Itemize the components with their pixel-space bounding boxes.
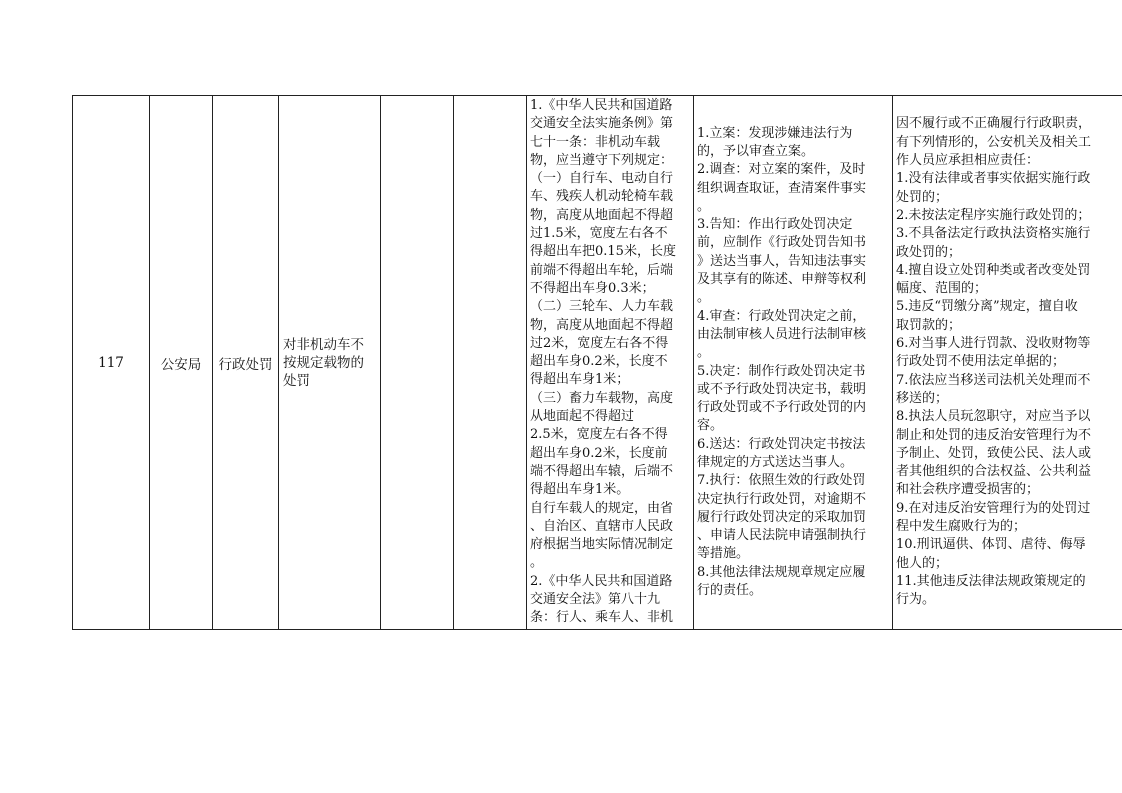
legal-basis-line: 2.5米，宽度左右各不得 <box>530 427 668 443</box>
responsibility-line: 行政处罚不使用法定单据的； <box>896 354 1066 370</box>
responsibility-line: 7.依法应当移送司法机关处理而不 <box>896 372 1091 388</box>
legal-basis-line: （三）畜力车载物，高度 <box>530 390 674 406</box>
responsibility-line: 政处罚的； <box>896 244 962 260</box>
department-name: 公安局 <box>160 356 202 373</box>
legal-basis-line: 前端不得超出车轮，后端 <box>530 262 674 278</box>
procedure-line: 、申请人民法院申请强制执行 <box>697 528 867 544</box>
legal-basis-line: 得超出车身1米； <box>530 372 630 388</box>
item-name-cell <box>279 96 381 630</box>
legal-basis-line: 府根据当地实际情况制定 <box>530 537 674 553</box>
legal-basis-line: 条：行人、乘车人、非机 <box>530 610 674 626</box>
procedure-line: 履行行政处罚决定的采取加罚 <box>697 509 867 525</box>
responsibility-line: 处罚的； <box>896 189 949 205</box>
legal-basis-line: 七十一条：非机动车载 <box>530 134 661 150</box>
procedure-line: 前，应制作《行政处罚告知书 <box>697 235 867 251</box>
procedure-line: 2.调查：对立案的案件，及时 <box>697 162 866 178</box>
procedure-line: 律规定的方式送达当事人。 <box>697 454 854 470</box>
legal-basis-line: 交通安全法实施条例》第 <box>530 116 674 132</box>
department-cell <box>150 96 213 630</box>
procedure-line: 由法制审核人员进行法制审核 <box>697 326 867 342</box>
item-name-line: 处罚 <box>283 372 310 389</box>
procedure-line: 组织调查取证，查清案件事实 <box>697 180 867 196</box>
category-cell <box>213 96 279 630</box>
responsibility-line: 5.违反“罚缴分离”规定，擅自收 <box>896 299 1078 315</box>
procedure-line: 。 <box>697 198 711 214</box>
responsibility-line: 3.不具备法定行政执法资格实施行 <box>896 226 1091 242</box>
item-name-line: 对非机动车不 <box>283 336 364 353</box>
procedure-line: 。 <box>697 290 711 306</box>
responsibility-line: 9.在对违反治安管理行为的处罚过 <box>896 500 1091 516</box>
legal-basis-line: 从地面起不得超过 <box>530 409 635 425</box>
legal-basis-line: 超出车身0.2米，长度不 <box>530 354 668 370</box>
procedure-line: 5.决定：制作行政处罚决定书 <box>697 363 866 379</box>
legal-basis-line: 过2米，宽度左右各不得 <box>530 335 669 351</box>
procedure-line: 及其享有的陈述、申辩等权利 <box>697 272 867 288</box>
responsibility-line: 移送的； <box>896 390 949 406</box>
legal-basis-line: 端不得超出车辕，后端不 <box>530 463 674 479</box>
responsibility-cell <box>893 96 1122 630</box>
procedure-text <box>694 124 892 602</box>
legal-basis-line: 2.《中华人民共和国道路 <box>530 573 673 589</box>
procedure-line: 等措施。 <box>697 546 750 562</box>
procedure-cell <box>694 96 893 630</box>
legal-basis-line: 。 <box>530 555 544 571</box>
legal-basis-line: 不得超出车身0.3米； <box>530 280 655 296</box>
responsibility-line: 10.刑讯逼供、体罚、虐待、侮辱 <box>896 537 1086 553</box>
item-name <box>279 336 380 390</box>
responsibility-line: 作人员应承担相应责任： <box>896 153 1040 169</box>
responsibility-line: 幅度、范围的； <box>896 281 988 297</box>
procedure-line: 》送达当事人，告知违法事实 <box>697 253 867 269</box>
legal-basis-line: 1.《中华人民共和国道路 <box>530 98 673 113</box>
procedure-line: 行的责任。 <box>697 583 763 599</box>
legal-basis-line: 车、残疾人机动轮椅车载 <box>530 189 674 205</box>
procedure-line: 1.立案：发现涉嫌违法行为 <box>697 125 853 141</box>
responsibility-line: 6.对当事人进行罚款、没收财物等 <box>896 336 1091 352</box>
legal-basis-cell <box>527 96 694 630</box>
procedure-line: 行政处罚或不予行政处罚的内 <box>697 400 867 416</box>
legal-basis-line: 过1.5米，宽度左右各不 <box>530 226 668 242</box>
power-list-table <box>72 95 1122 630</box>
responsibility-line: 有下列情形的，公安机关及相关工 <box>896 134 1092 150</box>
procedure-line: 。 <box>697 345 711 361</box>
responsibility-line: 行为。 <box>896 592 936 608</box>
responsibility-line: 和社会秩序遭受损害的； <box>896 482 1040 498</box>
empty-cell <box>381 96 454 630</box>
procedure-line: 6.送达：行政处罚决定书按法 <box>697 436 866 452</box>
legal-basis-line: 超出车身0.2米，长度前 <box>530 445 668 461</box>
procedure-line: 7.执行：依照生效的行政处罚 <box>697 473 866 489</box>
legal-basis-line: 交通安全法》第八十九 <box>530 592 661 608</box>
legal-basis-line: 自行车载人的规定，由省 <box>530 500 674 516</box>
responsibility-line: 他人的； <box>896 555 949 571</box>
table-row <box>73 96 1122 630</box>
procedure-line: 或不予行政处罚决定书，载明 <box>697 381 867 397</box>
responsibility-line: 制止和处罚的违反治安管理行为不 <box>896 427 1092 443</box>
legal-basis-line: 得超出车把0.15米，长度 <box>530 244 676 260</box>
responsibility-line: 程中发生腐败行为的； <box>896 519 1027 535</box>
responsibility-line: 2.未按法定程序实施行政处罚的； <box>896 207 1091 223</box>
procedure-line: 3.告知：作出行政处罚决定 <box>697 217 853 233</box>
row-number: 117 <box>98 354 124 371</box>
legal-basis-line: 物，高度从地面起不得超 <box>530 207 674 223</box>
power-category: 行政处罚 <box>218 356 273 373</box>
responsibility-line: 11.其他违反法律法规政策规定的 <box>896 573 1086 589</box>
legal-basis-line: （二）三轮车、人力车载 <box>530 299 674 315</box>
responsibility-line: 4.擅自设立处罚种类或者改变处罚 <box>896 262 1091 278</box>
row-number-cell <box>73 96 150 630</box>
responsibility-line: 8.执法人员玩忽职守，对应当予以 <box>896 409 1091 425</box>
responsibility-text <box>893 114 1122 610</box>
item-name-line: 按规定载物的 <box>283 354 364 371</box>
responsibility-line: 者其他组织的合法权益、公共利益 <box>896 464 1092 480</box>
empty-cell <box>454 96 527 630</box>
responsibility-line: 因不履行或不正确履行行政职责， <box>896 116 1092 132</box>
procedure-line: 的，予以审查立案。 <box>697 143 815 159</box>
legal-basis-line: 物，高度从地面起不得超 <box>530 317 674 333</box>
legal-basis-line: 得超出车身1米。 <box>530 482 630 498</box>
responsibility-line: 取罚款的； <box>896 317 962 333</box>
responsibility-line: 1.没有法律或者事实依据实施行政 <box>896 171 1091 187</box>
legal-basis-line: 、自治区、直辖市人民政 <box>530 518 674 534</box>
procedure-line: 容。 <box>697 418 724 434</box>
procedure-line: 4.审查：行政处罚决定之前， <box>697 308 866 324</box>
legal-basis-text <box>527 96 693 629</box>
procedure-line: 8.其他法律法规规章规定应履 <box>697 564 866 580</box>
procedure-line: 决定执行行政处罚，对逾期不 <box>697 491 867 507</box>
legal-basis-line: （一）自行车、电动自行 <box>530 171 674 187</box>
responsibility-line: 予制止、处罚，致使公民、法人或 <box>896 445 1092 461</box>
legal-basis-line: 物，应当遵守下列规定： <box>530 152 674 168</box>
